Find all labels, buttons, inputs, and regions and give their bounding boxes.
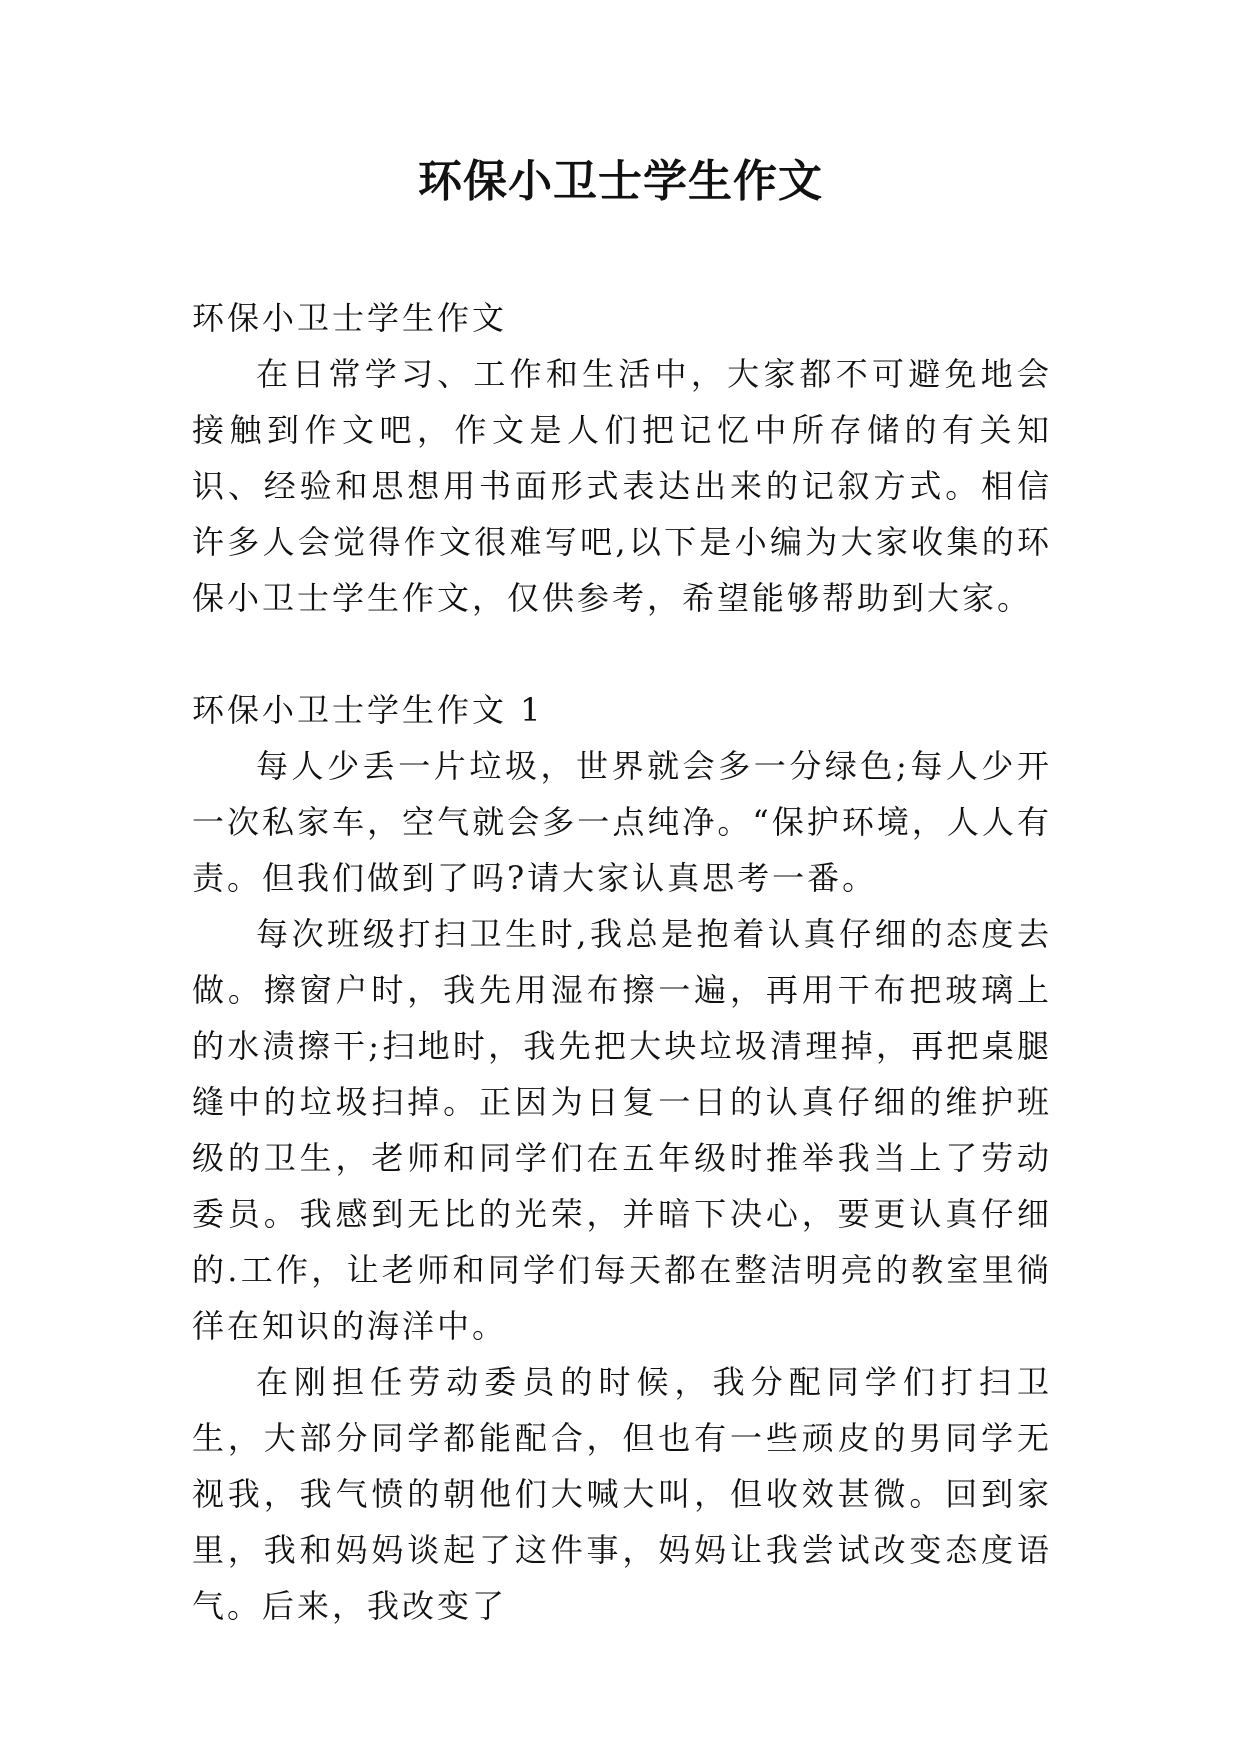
document-body (192, 290, 1052, 1634)
section1-paragraph-1: 每人少丢一片垃圾，世界就会多一分绿色;每人少开一次私家车，空气就会多一点纯净。“保护环境，人人有责。但我们做到了吗?请大家认真思考一番。 (192, 747, 1052, 897)
section1-paragraph-2: 每次班级打扫卫生时,我总是抱着认真仔细的态度去做。擦窗户时，我先用湿布擦一遍，再用干布把玻璃上的水渍擦干;扫地时，我先把大块垃圾清理掉，再把桌腿缝中的垃圾扫掉。正因为日复一日的认真仔细的维护班级的卫生，老师和同学们在五年级时推举我当上了劳动委员。我感到无比的光荣，并暗下决心，要更认真仔细的.工作，让老师和同学们每天都在整洁明亮的教室里徜徉在知识的海洋中。 (192, 915, 1052, 1345)
section1-paragraph-3: 在刚担任劳动委员的时候，我分配同学们打扫卫生，大部分同学都能配合，但也有一些顽皮的男同学无视我，我气愤的朝他们大喊大叫，但收效甚微。回到家里，我和妈妈谈起了这件事，妈妈让我尝试改变态度语气。后来，我改变了 (192, 1363, 1052, 1625)
intro-subtitle: 环保小卫士学生作文 (192, 299, 508, 337)
intro-paragraph: 在日常学习、工作和生活中，大家都不可避免地会接触到作文吧，作文是人们把记忆中所存储的有关知识、经验和思想用书面形式表达出来的记叙方式。相信许多人会觉得作文很难写吧,以下是小编为大家收集的环保小卫士学生作文，仅供参考，希望能够帮助到大家。 (192, 355, 1052, 617)
section1-subtitle: 环保小卫士学生作文 1 (192, 691, 544, 729)
document-title: 环保小卫士学生作文 (418, 156, 823, 207)
section-spacer (192, 626, 1052, 682)
